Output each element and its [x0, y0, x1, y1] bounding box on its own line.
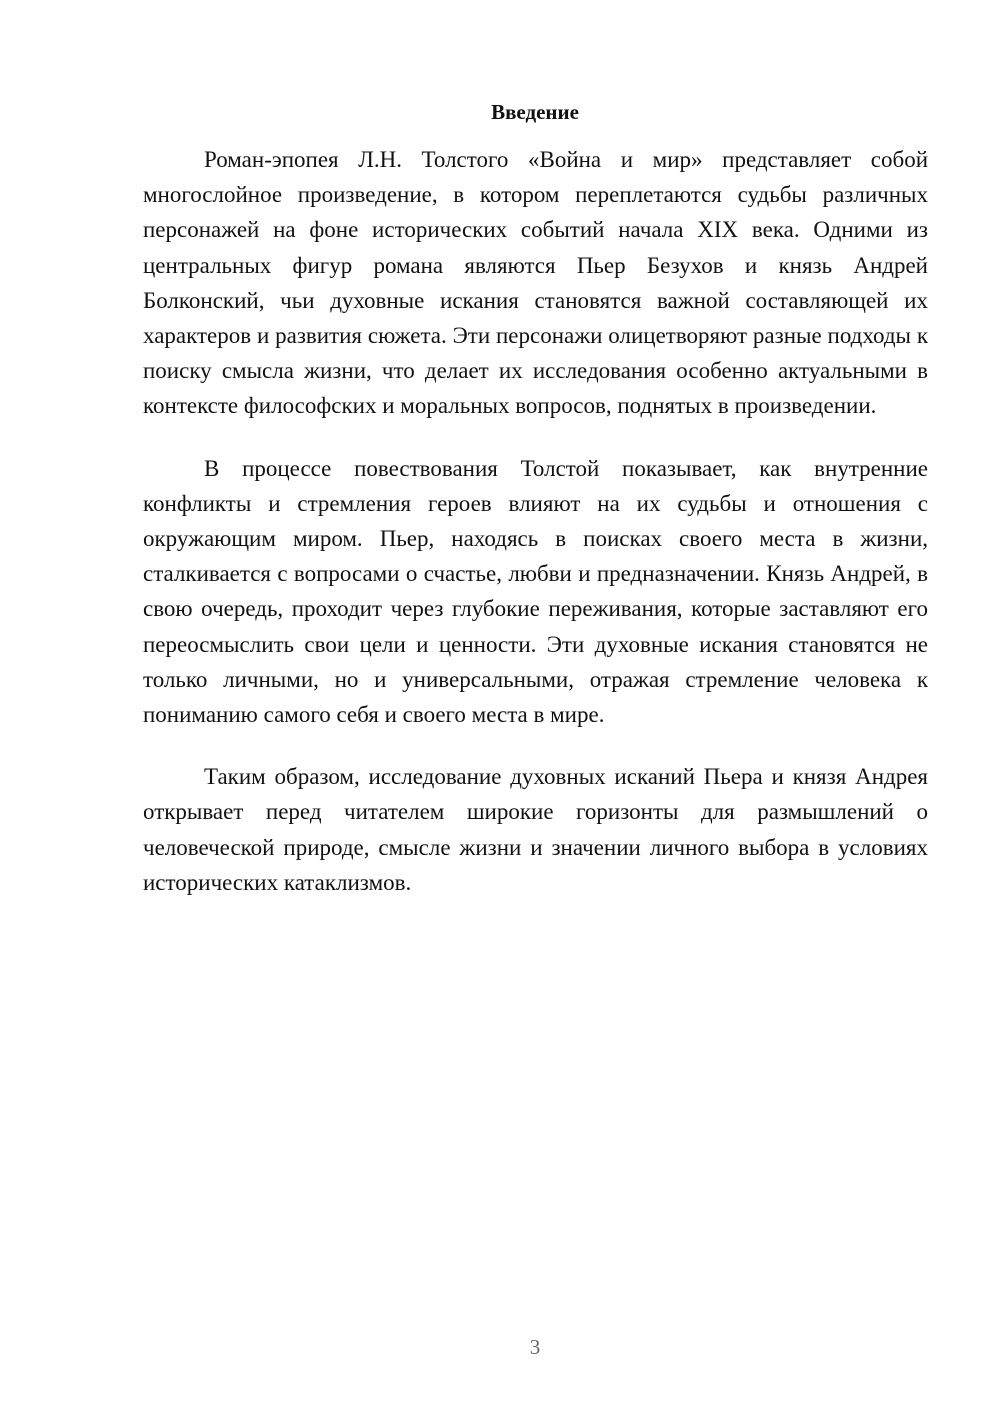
paragraph-3: Таким образом, исследование духовных исканий Пьера и князя Андрея открывает перед читателем широкие горизонты для размышлений о человеческой природе, смысле жизни и значении личного выбора в условиях исторических катаклизмов. — [143, 764, 928, 895]
page-number: 3 — [529, 1335, 541, 1359]
paragraph-2: В процессе повествования Толстой показывает, как внутренние конфликты и стремления героев влияют на их судьбы и отношения с окружающим миром. Пьер, находясь в поисках своего места в жизни, сталкивается с вопросами о счастье, любви и предназначении. Князь Андрей, в свою очередь, проходит через глубокие переживания, которые заставляют его переосмыслить свои цели и ценности. Эти духовные искания становятся не только личными, но и универсальными, отражая стремление человека к пониманию самого себя и своего места в мире. — [143, 455, 928, 728]
section-title: Введение — [491, 100, 579, 124]
body-text — [143, 142, 928, 927]
paragraph-1: Роман-эпопея Л.Н. Толстого «Война и мир» представляет собой многослойное произведение, в котором переплетаются судьбы различных персонажей на фоне исторических событий начала XIX века. Одними из центральных фигур романа являются Пьер Безухов и князь Андрей Болконский, чьи духовные искания становятся важной составляющей их характеров и развития сюжета. Эти персонажи олицетворяют разные подходы к поиску смысла жизни, что делает их исследования особенно актуальными в контексте философских и моральных вопросов, поднятых в произведении. — [143, 147, 928, 419]
